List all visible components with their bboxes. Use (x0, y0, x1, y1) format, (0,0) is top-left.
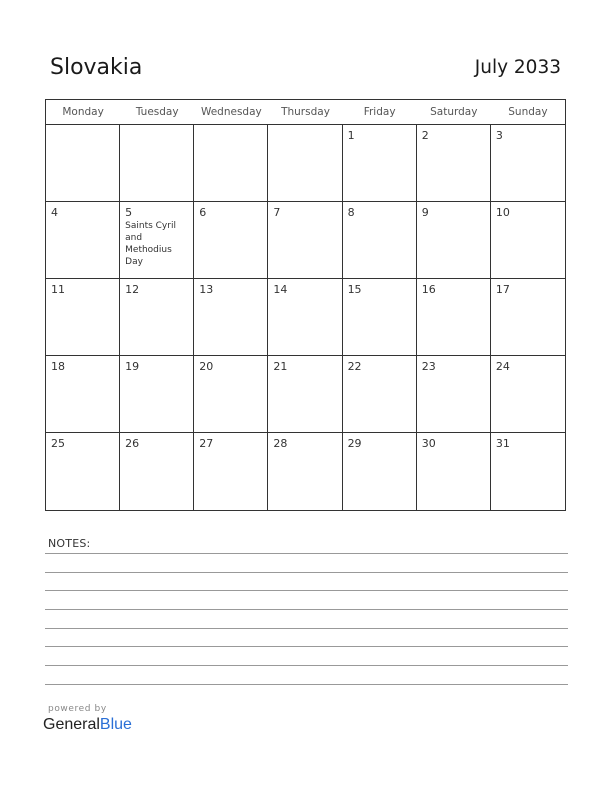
date-number: 28 (273, 437, 288, 450)
day-cell (46, 279, 120, 356)
day-cell (343, 202, 417, 279)
date-number: 21 (273, 360, 288, 373)
date-number: 12 (125, 283, 140, 296)
day-cell (194, 356, 268, 433)
day-cell (268, 202, 342, 279)
brand-blue-text: Blue (99, 716, 132, 733)
date-number: 25 (51, 437, 65, 450)
date-number: 18 (51, 360, 65, 373)
day-header-friday: Friday (363, 106, 396, 118)
day-header-row (46, 100, 565, 125)
date-number: 9 (421, 206, 429, 219)
day-cell (491, 433, 565, 510)
note-line (45, 553, 568, 554)
date-number: 23 (421, 360, 436, 373)
day-cell (120, 356, 194, 433)
day-cell (268, 125, 342, 202)
date-number: 16 (421, 283, 436, 296)
date-number: 6 (199, 206, 207, 219)
day-cell (417, 433, 491, 510)
day-cell (491, 202, 565, 279)
generalblue-logo[interactable] (43, 716, 132, 734)
date-number: 3 (495, 129, 503, 142)
calendar-weeks (46, 125, 565, 510)
day-cell (194, 279, 268, 356)
day-cell (194, 202, 268, 279)
day-cell (120, 279, 194, 356)
note-line (45, 590, 568, 591)
day-header-saturday: Saturday (430, 106, 478, 118)
date-number: 30 (421, 437, 436, 450)
note-line (45, 646, 568, 647)
day-cell (46, 125, 120, 202)
day-header-tuesday: Tuesday (135, 106, 179, 118)
day-header-sunday: Sunday (508, 106, 548, 118)
day-cell (417, 279, 491, 356)
day-cell (417, 202, 491, 279)
date-number: 27 (199, 437, 214, 450)
day-cell (343, 125, 417, 202)
day-cell (491, 279, 565, 356)
note-line (45, 684, 568, 685)
day-cell (343, 356, 417, 433)
date-number: 22 (347, 360, 362, 373)
day-header-wednesday: Wednesday (200, 106, 262, 118)
day-cell (343, 433, 417, 510)
date-number: 17 (495, 283, 510, 296)
date-number: 10 (495, 206, 510, 219)
date-number: 15 (347, 283, 362, 296)
day-cell (491, 125, 565, 202)
day-header-monday: Monday (62, 106, 104, 118)
date-number: 13 (199, 283, 214, 296)
powered-by-text: powered by (48, 704, 107, 714)
day-cell (343, 279, 417, 356)
day-cell (194, 433, 268, 510)
brand-general-text: General (43, 716, 100, 733)
date-number: 7 (273, 206, 281, 219)
day-cell (491, 356, 565, 433)
date-number: 19 (125, 360, 140, 373)
day-cell (268, 279, 342, 356)
date-number: 29 (347, 437, 362, 450)
day-cell (46, 356, 120, 433)
day-cell (417, 125, 491, 202)
date-number: 26 (125, 437, 140, 450)
date-number: 5 (125, 206, 133, 219)
day-cell (120, 125, 194, 202)
day-cell (268, 433, 342, 510)
day-cell (417, 356, 491, 433)
date-number: 31 (495, 437, 510, 450)
note-line (45, 572, 568, 573)
day-cell (268, 356, 342, 433)
calendar-month-title: July 2033 (474, 57, 561, 78)
date-number: 4 (51, 206, 58, 219)
note-line (45, 628, 568, 629)
date-number: 2 (421, 129, 429, 142)
day-header-thursday: Thursday (281, 106, 330, 118)
date-number: 11 (51, 283, 65, 296)
date-number: 1 (347, 129, 355, 142)
note-line (45, 665, 568, 666)
day-cell (120, 433, 194, 510)
notes-label: NOTES: (48, 537, 91, 550)
calendar-grid (45, 99, 566, 511)
day-cell (46, 433, 120, 510)
holiday-label: Saints Cyril and Methodius Day (125, 221, 176, 267)
date-number: 24 (495, 360, 510, 373)
day-cell (46, 202, 120, 279)
date-number: 20 (199, 360, 214, 373)
day-cell (194, 125, 268, 202)
note-line (45, 609, 568, 610)
date-number: 8 (347, 206, 355, 219)
calendar-country-title: Slovakia (50, 55, 143, 80)
day-cell (120, 202, 194, 279)
date-number: 14 (273, 283, 288, 296)
